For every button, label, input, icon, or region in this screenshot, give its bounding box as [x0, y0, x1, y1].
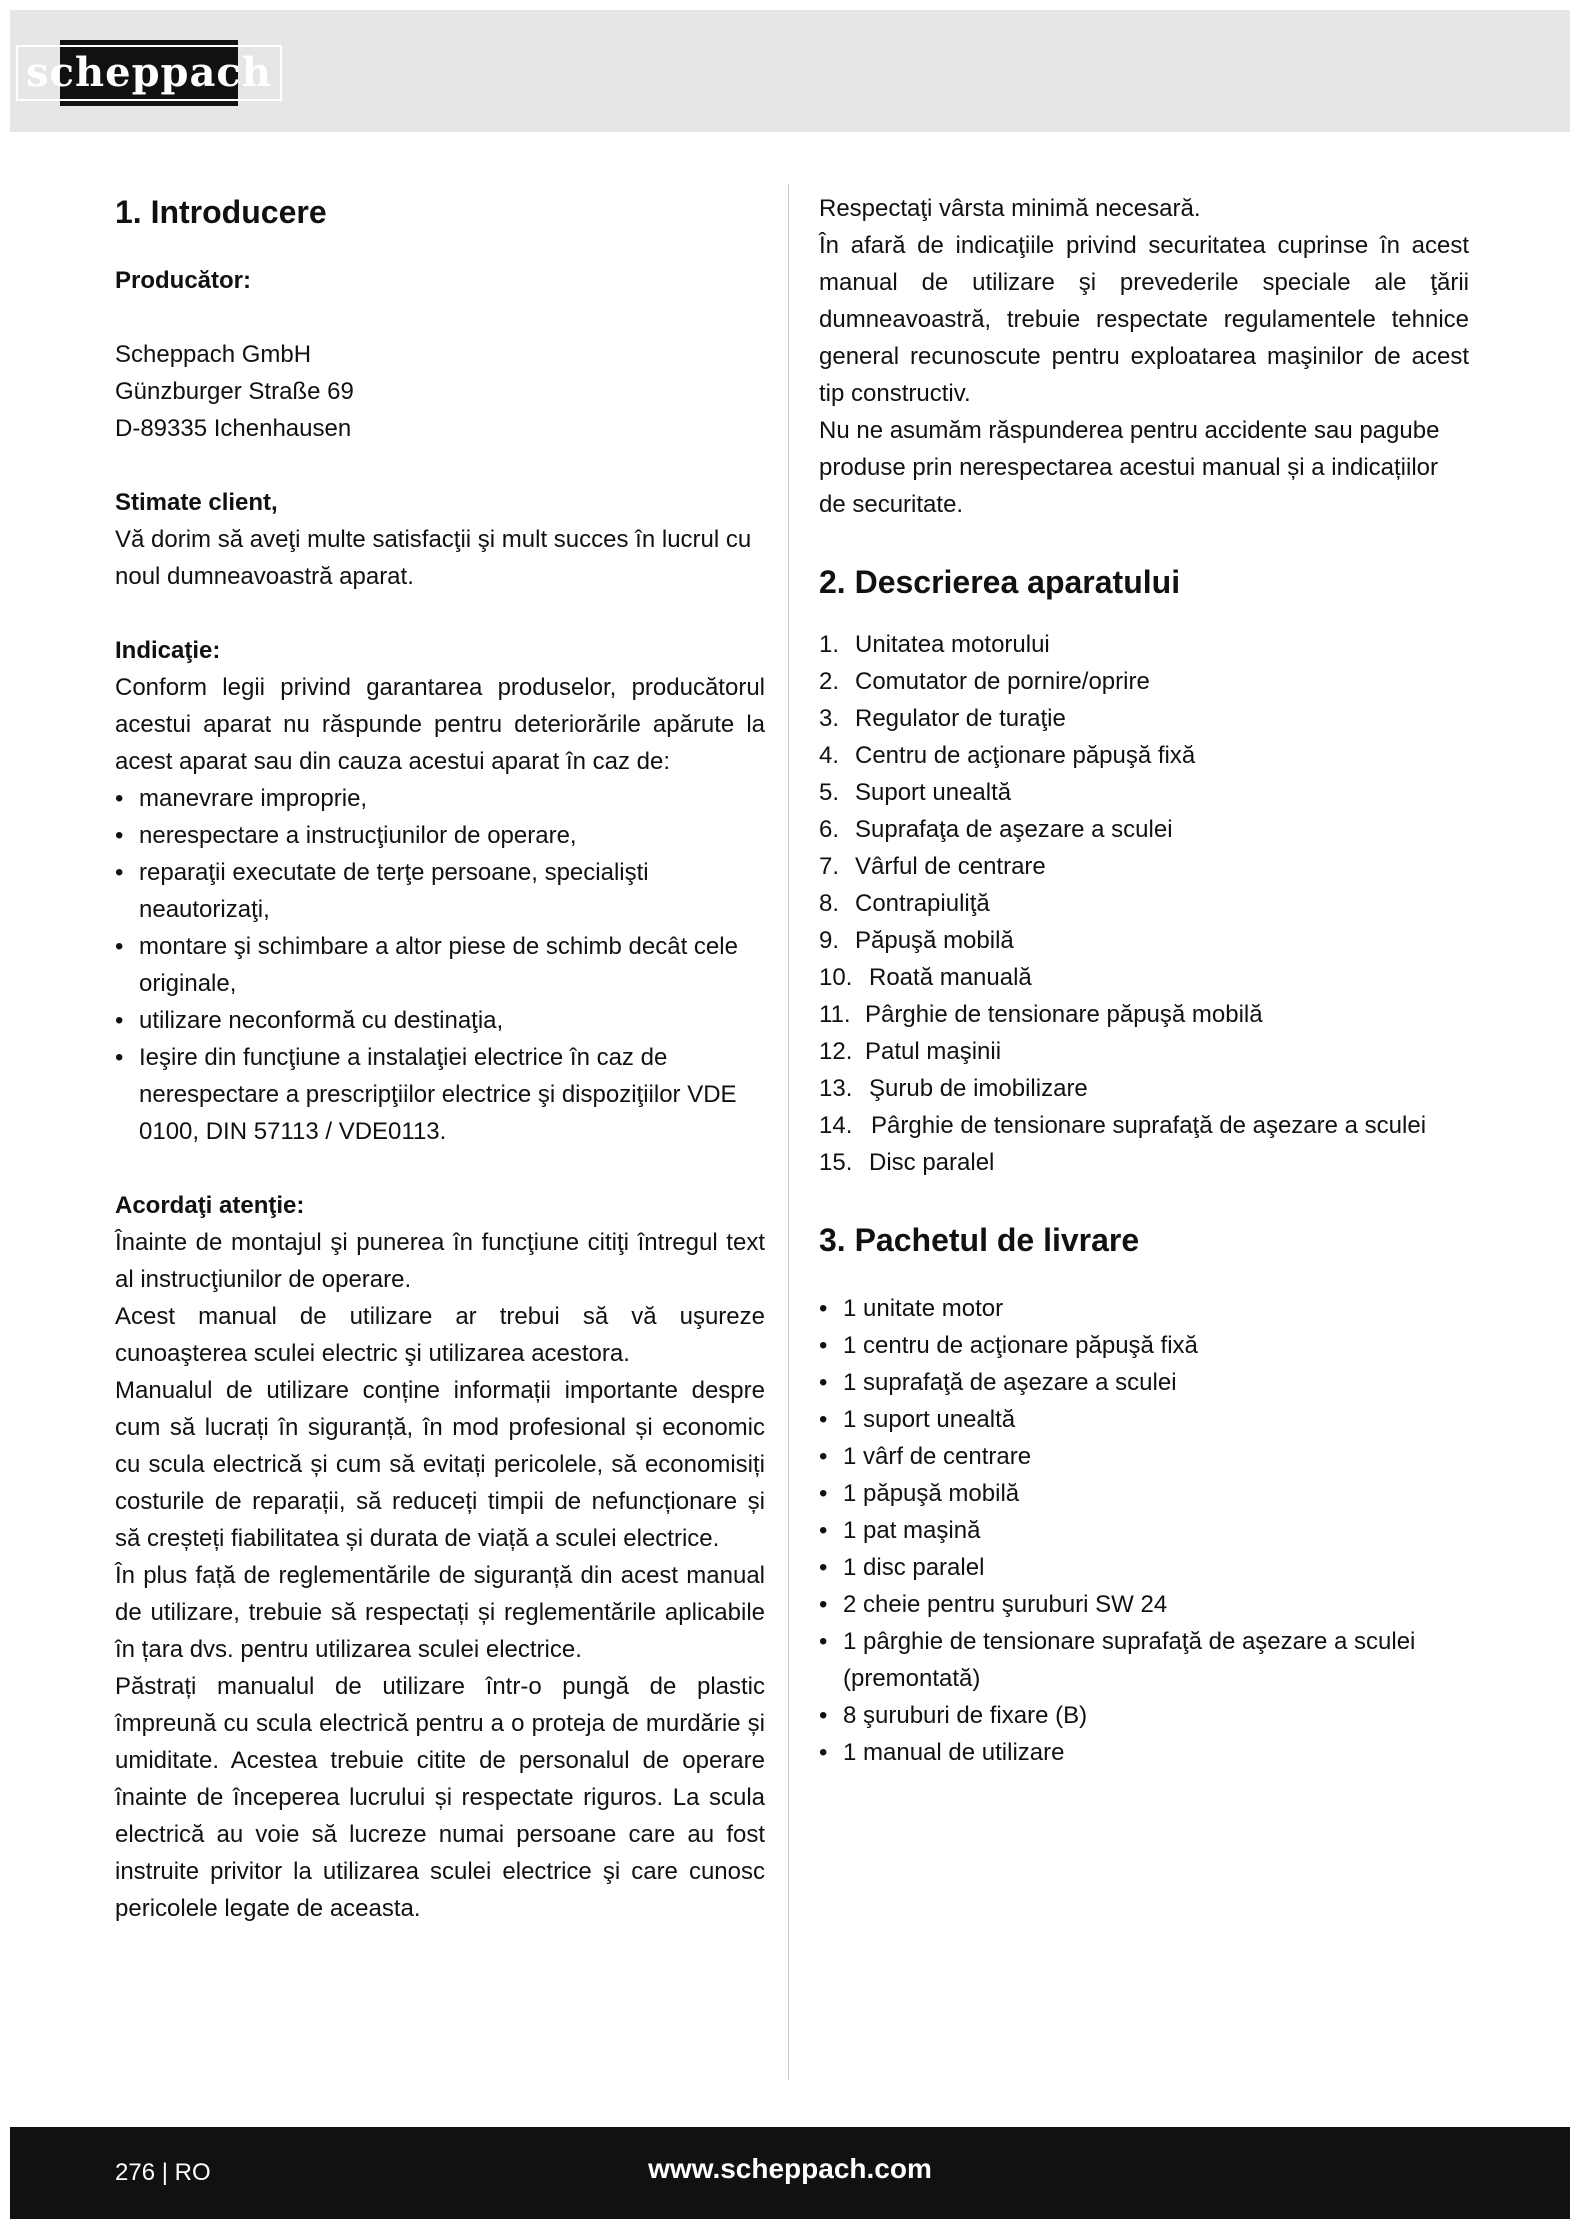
attention-paragraph: Păstrați manualul de utilizare într-o pungă de plastic împreună cu scula electrică pentru a o proteja de murdărie și umiditate. Acestea trebuie citite de personalul de operare înainte de începerea lucrului și respectate riguros. La scula electrică au voie să lucreze numai persoane care au fost instruite privitor la utilizarea sculei electrice şi care cunosc pericolele legate de aceasta. — [115, 1673, 765, 1922]
footer-band — [10, 2127, 1570, 2219]
list-item: • 1 pat maşină — [819, 1517, 981, 1544]
list-item: 14. Pârghie de tensionare suprafaţă de aşezare a sculei — [819, 1112, 1427, 1139]
list-item: 11. Pârghie de tensionare păpuşă mobilă — [819, 1001, 1263, 1028]
greeting-heading: Stimate client, — [115, 489, 278, 516]
attention-heading: Acordaţi atenţie: — [115, 1192, 305, 1219]
producer-heading: Producător: — [115, 267, 252, 294]
list-item: • 2 cheie pentru şuruburi SW 24 — [819, 1591, 1168, 1618]
page-number: 276 | RO — [115, 2159, 211, 2186]
section-title-description: 2. Descrierea aparatului — [819, 564, 1181, 600]
attention-paragraph: Manualul de utilizare conține informații importante despre cum să lucrați în siguranță, în mod profesional și economic cu scula electrică și cum să evitați pericolele, să economisiți costurile de reparații, să reduceți timpii de nefuncționare și să creșteți fiabilitatea și durata de viață a sculei electrice. — [115, 1377, 765, 1552]
list-item: • 1 disc paralel — [819, 1554, 985, 1581]
list-item: • 1 unitate motor — [819, 1295, 1004, 1322]
list-item: • nerespectare a instrucţiunilor de operare, — [115, 822, 577, 849]
right-column — [819, 190, 1469, 1771]
list-item: • Ieşire din funcţiune a instalaţiei electrice în caz de nerespectare a prescripţiilor electrice şi dispoziţiilor VDE 0100, DIN 57113 / VDE0113. — [115, 1044, 737, 1145]
note-heading: Indicaţie: — [115, 637, 221, 664]
list-item: • montare şi schimbare a altor piese de schimb decât cele originale, — [115, 933, 738, 997]
section-title-introduction: 1. Introducere — [115, 194, 327, 230]
column-divider — [788, 184, 789, 2080]
list-item: • 1 suprafaţă de aşezare a sculei — [819, 1369, 1177, 1396]
left-column — [115, 190, 765, 1927]
website-link[interactable]: www.scheppach.com — [648, 2153, 932, 2184]
address-line: D-89335 Ichenhausen — [115, 415, 352, 442]
list-item: 8. Contrapiuliţă — [819, 890, 990, 917]
list-item: 9. Păpuşă mobilă — [819, 927, 1014, 954]
address-line: Günzburger Straße 69 — [115, 378, 354, 405]
brand-logo-text: scheppach — [16, 45, 282, 101]
attention-paragraph: Acest manual de utilizare ar trebui să vă uşureze cunoaşterea sculei electric şi utilizarea acestora. — [115, 1303, 765, 1367]
section-title-delivery: 3. Pachetul de livrare — [819, 1222, 1140, 1258]
list-item: • utilizare neconformă cu destinaţia, — [115, 1007, 504, 1034]
list-item: 13. Şurub de imobilizare — [819, 1075, 1088, 1102]
list-item: 1. Unitatea motorului — [819, 631, 1050, 658]
list-item: 3. Regulator de turaţie — [819, 705, 1066, 732]
list-item: • 1 centru de acţionare păpuşă fixă — [819, 1332, 1198, 1359]
list-item: 7. Vârful de centrare — [819, 853, 1046, 880]
list-item: 4. Centru de acţionare păpuşă fixă — [819, 742, 1196, 769]
list-item: • 8 şuruburi de fixare (B) — [819, 1702, 1088, 1729]
intro-paragraph: Respectaţi vârsta minimă necesară. — [819, 195, 1201, 222]
list-item: • reparaţii executate de terţe persoane, specialişti neautorizaţi, — [115, 859, 649, 923]
list-item: • 1 păpuşă mobilă — [819, 1480, 1020, 1507]
attention-paragraph: În plus față de reglementările de siguranță din acest manual de utilizare, trebuie să respectați și reglementările aplicabile în țara dvs. pentru utilizarea sculei electrice. — [115, 1562, 765, 1663]
delivery-list — [819, 1290, 1469, 1771]
address-line: Scheppach GmbH — [115, 341, 312, 368]
list-item: • manevrare improprie, — [115, 785, 368, 812]
intro-paragraph: Nu ne asumăm răspunderea pentru accidente sau pagube produse prin nerespectarea acestui manual și a indicațiilor de securitate. — [819, 417, 1440, 518]
note-list — [115, 780, 765, 1150]
list-item: 6. Suprafaţa de aşezare a sculei — [819, 816, 1173, 843]
list-item: 15. Disc paralel — [819, 1149, 995, 1176]
brand-logo — [26, 40, 272, 106]
list-item: 12. Patul maşinii — [819, 1038, 1002, 1065]
parts-list — [819, 626, 1469, 1181]
greeting-text: Vă dorim să aveţi multe satisfacţii şi mult succes în lucrul cu noul dumneavoastră aparat. — [115, 526, 752, 590]
list-item: • 1 manual de utilizare — [819, 1739, 1065, 1766]
list-item: • 1 suport unealtă — [819, 1406, 1016, 1433]
list-item: 2. Comutator de pornire/oprire — [819, 668, 1150, 695]
list-item: • 1 vârf de centrare — [819, 1443, 1032, 1470]
list-item: 5. Suport unealtă — [819, 779, 1012, 806]
note-text: Conform legii privind garantarea produselor, producătorul acestui aparat nu răspunde pentru deteriorările apărute la acest aparat sau din cauza acestui aparat în caz de: — [115, 674, 765, 775]
intro-paragraph: În afară de indicaţiile privind securitatea cuprinse în acest manual de utilizare şi prevederile speciale ale ţării dumneavoastră, trebuie respectate regulamentele tehnice general recunoscute pentru exploatarea maşinilor de acest tip constructiv. — [819, 232, 1469, 407]
list-item: • 1 pârghie de tensionare suprafaţă de aşezare a sculei (premontată) — [819, 1628, 1416, 1692]
attention-paragraph: Înainte de montajul şi punerea în funcţiune citiţi întregul text al instrucţiunilor de operare. — [115, 1229, 765, 1293]
list-item: 10. Roată manuală — [819, 964, 1032, 991]
